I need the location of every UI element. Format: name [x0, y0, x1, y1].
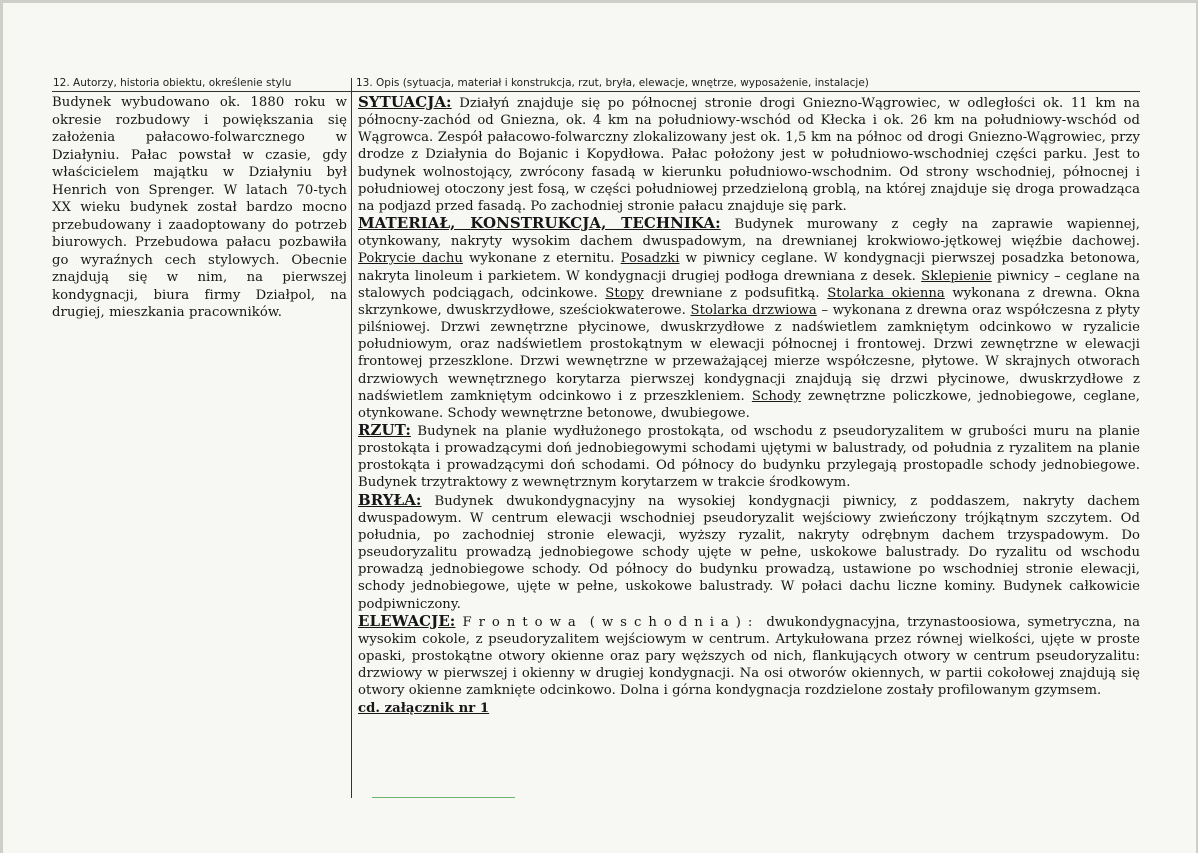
elewacja-frontowa-label: Frontowa [462, 614, 583, 630]
material-text: w piwnicy ceglane. W kondygnacji pierwszej posadzka betonowa, nakryta linoleum i parkietem. W kondygnacji drugiej podłoga drewniana z desek. [358, 251, 1140, 284]
header-description: 13. Opis (sytuacja, materiał i konstrukcja, rzut, bryła, elewacje, wnętrze, wyposażenie, instalacje) [356, 77, 869, 89]
section-elewacje [358, 613, 1140, 700]
keyword-schody: Schody [751, 388, 801, 404]
keyword-stolarka-drzwiowa: Stolarka drzwiowa [690, 302, 817, 318]
underline-mark [372, 797, 515, 798]
keyword-pokrycie-dachu: Pokrycie dachu [358, 251, 463, 267]
keyword-posadzki: Posadzki [620, 251, 680, 267]
material-text: zewnętrzne policzkowe, jednobiegowe, ceglane, otynkowane. Schody wewnętrzne betonowe, dwubiegowe. [358, 388, 1140, 421]
history-text: Budynek wybudowano ok. 1880 roku w okresie rozbudowy i powiększania się założenia pałacowo-folwarcznego w Działyniu. Pałac powstał w czasie, gdy właścicielem majątku w Działyniu był Henrich von Sprenger. W latach 70-tych XX wieku budynek został bardzo mocno przebudowany i zaadoptowany do potrzeb biurowych. Przebudowa pałacu pozbawiła go wyraźnych cech stylowych. Obecnie znajdują się w nim, na pierwszej kondygnacji, biura firmy Działpol, na drugiej, mieszkania pracowników. [52, 95, 347, 320]
elewacja-wschodnia-label: (wschodnia): [589, 614, 760, 630]
material-text: piwnicy – ceglane na stalowych podciągach, odcinkowe. [358, 268, 1140, 301]
column-divider [351, 78, 352, 798]
bryla-text: Budynek dwukondygnacyjny na wysokiej kondygnacji piwnicy, z poddaszem, nakryty dachem dwuspadowym. W centrum elewacji wschodniej pseudoryzalit wejściowy zwieńczony trójkątnym szczytem. Od południa, po zachodniej stronie elewacji, wyższy ryzalit, nakryty odrębnym dachem trzyspadowym. Do pseudoryzalitu prowadzą jednobiegowe schody ujęte w pełne, uskokowe balustrady. Do ryzalitu od wschodu prowadzą jednobiegowe schody. Od północy do budynku prowadzą, ustawione po wschodniej stronie elewacji, schody jednobiegowe, ujęte w pełne, uskokowe balustrady. W połaci dachu liczne kominy. Budynek całkowicie podpiwniczony. [358, 493, 1140, 612]
heading-bryla: BRYŁA: [358, 490, 422, 509]
header-rule [52, 91, 1140, 92]
continued-link[interactable]: cd. załącznik nr 1 [358, 701, 490, 717]
material-text: drewniane z podsufitką. [643, 285, 828, 301]
keyword-stolarka-okienna: Stolarka okienna [827, 285, 945, 301]
elewacje-text: dwukondygnacyjna, trzynastoosiowa, symetryczna, na wysokim cokole, z pseudoryzalitem wejściowym w centrum. Artykułowana przez równej wielkości, ujęte w proste opaski, prostokątne otwory okienne oraz pary węższych od nich, flankujących otwory w centrum pseudoryzalitu: drzwiowy w pierwszej i okienny w drugiej kondygnacji. Na osi otworów okiennych, w partii cokołowej znajdują się otwory okienne zamknięte odcinkowo. Dolna i górna kondygnacja rozdzielone zostały profilowanym gzymsem. [358, 614, 1141, 699]
section-rzut [358, 422, 1140, 492]
section-bryla [358, 492, 1140, 613]
header-authors-history: 12. Autorzy, historia obiektu, określenie stylu [53, 77, 292, 89]
heading-elewacje: ELEWACJE: [358, 611, 456, 630]
description-text [358, 94, 1140, 718]
keyword-stopy: Stopy [605, 285, 644, 301]
scan-edge-top [0, 0, 1198, 3]
heading-rzut: RZUT: [358, 420, 411, 439]
material-text: wykonane z eternitu. [462, 251, 621, 267]
scan-edge-left [0, 0, 3, 853]
section-sytuacja [358, 94, 1140, 215]
material-text: Budynek murowany z cegły na zaprawie wapiennej, otynkowany, nakryty wysokim dachem dwuspadowym, na drewnianej krokwiowo-jętkowej więźbie dachowej. [358, 217, 1140, 250]
heading-sytuacja: SYTUACJA: [358, 93, 452, 111]
material-text: – wykonana z drewna oraz współczesna z płyty pilśniowej. Drzwi zewnętrzne płycinowe, dwuskrzydłowe z nadświetlem zamkniętym odcinkowo w ryzalicie południowym, oraz nadświetlem prostokątnym w elewacji północnej i frontowej. Drzwi zewnętrzne w elewacji frontowej przeszklone. Drzwi wewnętrzne w przeważającej mierze współczesne, płytowe. W skrajnych otworach drzwiowych wewnętrznego korytarza pierwszej kondygnacji znajdują się drzwi płycinowe, dwuskrzydłowe z nadświetlem zamkniętym odcinkowo i z przeszkleniem. [358, 302, 1141, 404]
rzut-text: Budynek na planie wydłużonego prostokąta, od wschodu z pseudoryzalitem w grubości muru na planie prostokąta i prowadzącymi doń jednobiegowymi schodami ujętymi w balustrady, od południa z ryzalitem na planie prostokąta i prowadzącymi doń schodami. Od północy do budynku przylegają prostopadle schody jednobiegowe. Budynek trzytraktowy z wewnętrznym korytarzem w trakcie środkowym. [358, 423, 1140, 491]
keyword-sklepienie: Sklepienie [921, 268, 992, 284]
heading-material: MATERIAŁ, KONSTRUKCJA, TECHNIKA: [358, 214, 721, 233]
material-text: wykonana z drewna. Okna skrzynkowe, dwuskrzydłowe, sześciokwaterowe. [358, 285, 1141, 318]
sytuacja-text: Działyń znajduje się po północnej stronie drogi Gniezno-Wągrowiec, w odległości ok. 11 km na północny-zachód od Gniezna, ok. 4 km na południowy-wschód od Kłecka i ok. 26 km na południowy-wschód od Wągrowca. Zespół pałacowo-folwarczny zlokalizowany jest ok. 1,5 km na północ od drogi Gniezno-Wągrowiec, przy drodze z Działynia do Bojanic i Kopydłowa. Pałac położony jest w południowo-wschodniej części parku. Jest to budynek wolnostojący, zwrócony fasadą w kierunku południowo-wschodnim. Od strony wschodniej, północnej i południowej otoczony jest fosą, w części południowej przedzieloną groblą, na której znajduje się droga prowadząca na podjazd przed fasadą. Po zachodniej stronie pałacu znajduje się park. [358, 96, 1140, 214]
section-material [358, 215, 1140, 422]
